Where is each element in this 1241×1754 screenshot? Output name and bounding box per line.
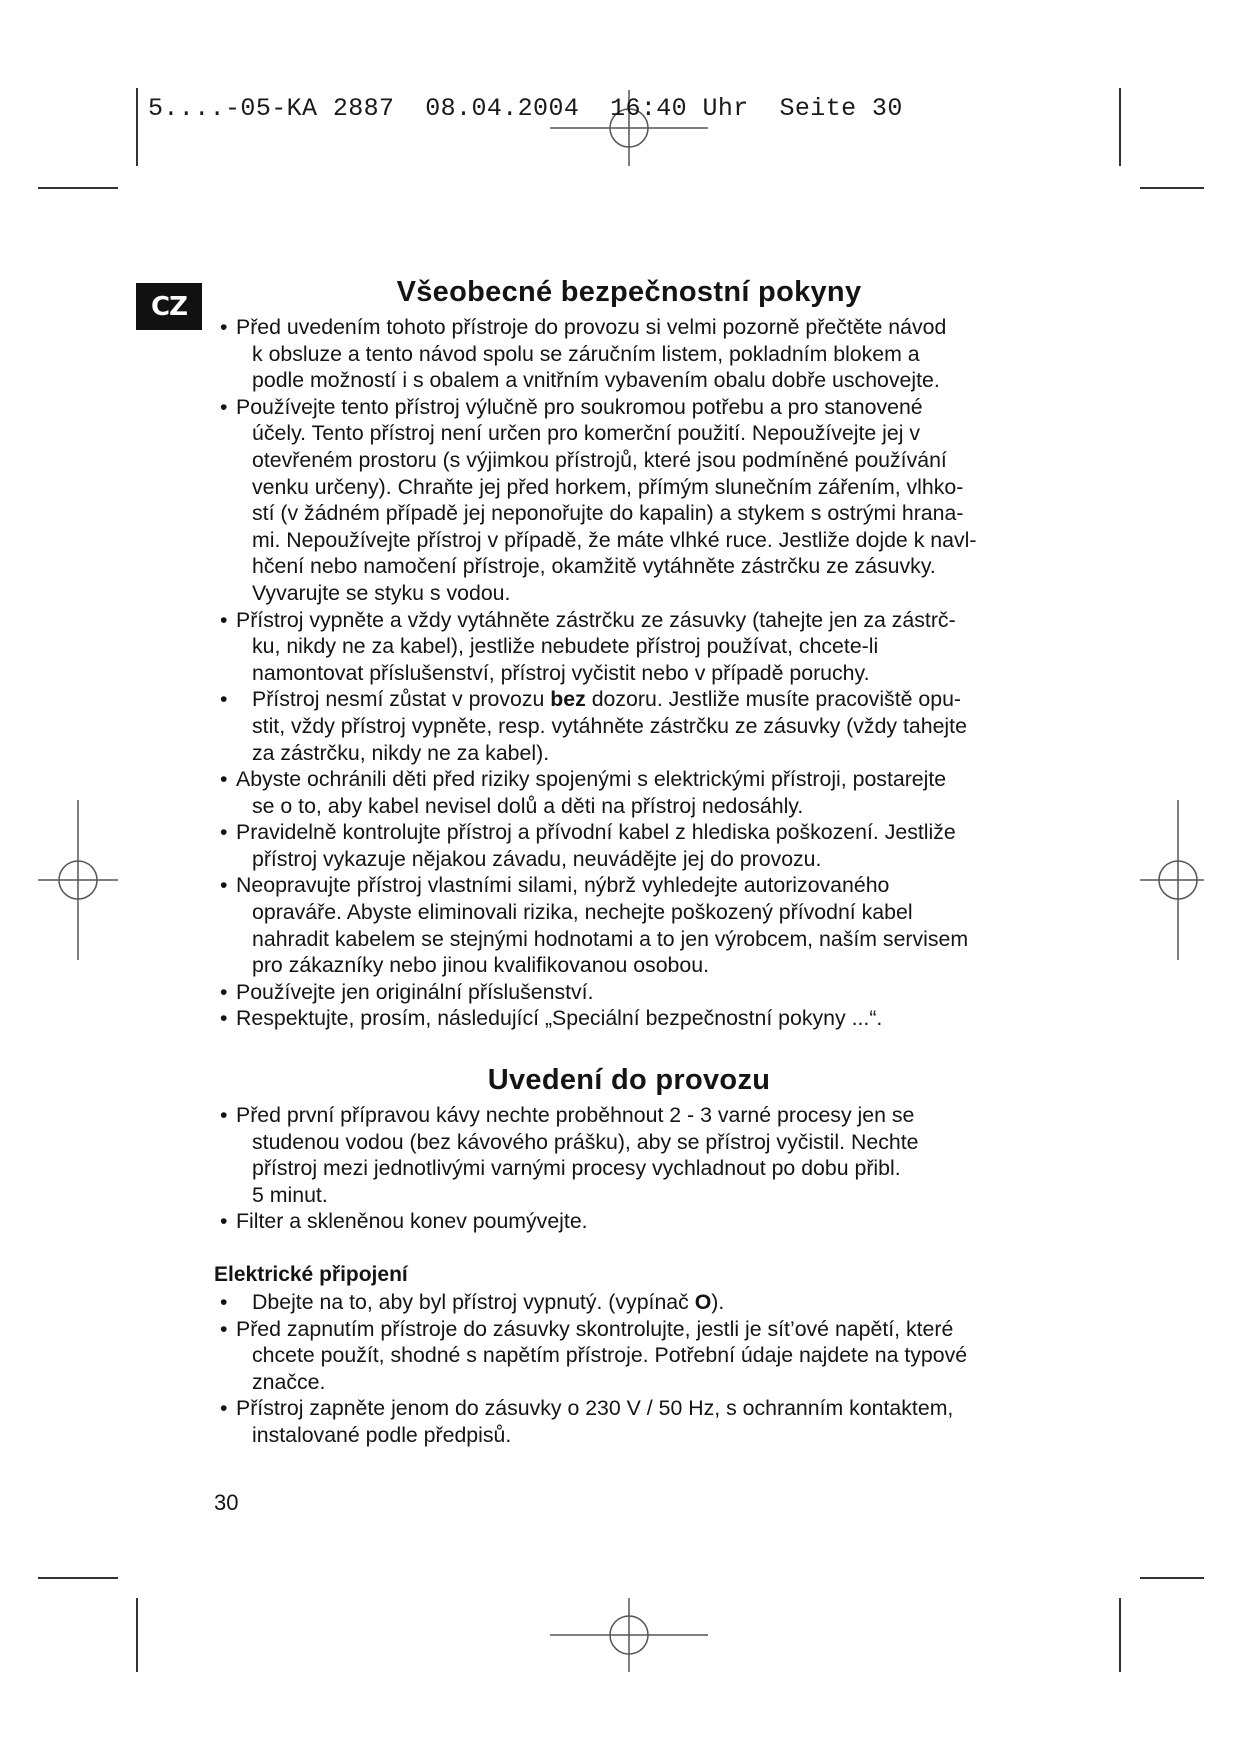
text-line: chcete použít, shodné s napětím přístroje. Potřební údaje najdete na typové: [252, 1343, 968, 1368]
list-item: [214, 872, 1044, 978]
text-line: podle možností i s obalem a vnitřním vybavením obalu dobře uschovejte.: [252, 368, 940, 393]
text-line: Abyste ochránili děti před riziky spojenými s elektrickými přístroji, postarejte: [236, 767, 947, 792]
text-line: 5 minut.: [252, 1182, 328, 1207]
page-number: 30: [214, 1490, 239, 1515]
registration-mark-right: [1140, 800, 1204, 960]
text-line: se o to, aby kabel nevisel dolů a děti na přístroj nedosáhly.: [252, 793, 804, 818]
bullet-icon: •: [220, 394, 228, 419]
bullet-icon: •: [220, 607, 228, 632]
text-line: Používejte jen originální příslušenství.: [236, 979, 594, 1004]
text-line: Přístroj vypněte a vždy vytáhněte zástrčku ze zásuvky (tahejte jen za zástrč-: [236, 607, 956, 632]
text-line: účely. Tento přístroj není určen pro komerční použití. Nepoužívejte jej v: [252, 421, 921, 446]
bullet-icon: •: [220, 767, 228, 792]
section-title-operation: Uvedení do provozu: [487, 1064, 771, 1097]
operation-list: [214, 1102, 1044, 1235]
text-line: Vyvarujte se styku s vodou.: [252, 580, 511, 605]
bullet-icon: •: [220, 1396, 228, 1421]
safety-list: [214, 314, 1044, 1032]
list-item: [214, 394, 1044, 607]
list-item: [214, 1005, 1044, 1032]
bullet-icon: •: [220, 315, 228, 339]
bold-text: bez: [550, 687, 586, 712]
text-line: Používejte tento přístroj výlučně pro soukromou potřebu a pro stanovené: [236, 394, 923, 419]
list-item: [214, 1316, 1044, 1396]
text-line: přístroj mezi jednotlivými varnými procesy vychladnout po dobu přibl.: [252, 1156, 901, 1181]
bullet-icon: •: [220, 1006, 228, 1031]
text-line: Před zapnutím přístroje do zásuvky skontrolujte, jestli je sít’ové napětí, které: [236, 1316, 954, 1341]
text-line: mi. Nepoužívejte přístroj v případě, že máte vlhké ruce. Jestliže dojde k navl-: [252, 527, 977, 552]
list-item: [214, 819, 1044, 872]
electric-list: [214, 1289, 1044, 1449]
text-line: Před uvedením tohoto přístroje do provozu si velmi pozorně přečtěte návod: [236, 315, 947, 339]
bullet-icon: •: [220, 1209, 228, 1234]
list-item: [214, 766, 1044, 819]
text-line: Neopravujte přístroj vlastními silami, nýbrž vyhledejte autorizovaného: [236, 873, 890, 898]
text-segment: dozoru. Jestliže musíte pracoviště opu-: [585, 687, 962, 712]
page-content: [214, 272, 1044, 1449]
text-line: [252, 1289, 1044, 1316]
language-tab: CZ: [136, 283, 202, 330]
text-line: otevřeném prostoru (s výjimkou přístrojů, které jsou podmíněné používání: [252, 447, 947, 472]
bullet-icon: •: [220, 873, 228, 898]
list-item: [214, 1102, 1044, 1208]
text-segment: Dbejte na to, aby byl přístroj vypnutý. (vypínač: [252, 1290, 695, 1314]
text-segment: Přístroj nesmí zůstat v provozu: [252, 687, 551, 712]
list-item: [214, 686, 1044, 766]
registration-mark-left: [38, 800, 118, 960]
list-item: [214, 607, 1044, 687]
section-title-safety: Všeobecné bezpečnostní pokyny: [396, 276, 862, 308]
text-line: Filter a skleněnou konev poumývejte.: [236, 1209, 588, 1234]
text-line: [252, 686, 1044, 713]
print-slug: 5....-05-KA 2887 08.04.2004 16:40 Uhr Seite 30: [148, 94, 903, 123]
text-line: pro zákazníky nebo jinou kvalifikovanou osobou.: [252, 953, 709, 978]
text-line: Pravidelně kontrolujte přístroj a přívodní kabel z hlediska poškození. Jestliže: [236, 820, 956, 845]
list-item: [214, 979, 1044, 1006]
text-line: instalované podle předpisů.: [252, 1422, 512, 1447]
text-line: Přístroj zapněte jenom do zásuvky o 230 V / 50 Hz, s ochranním kontaktem,: [236, 1396, 954, 1421]
text-line: hčení nebo namočení přístroje, okamžitě vytáhněte zástrčku ze zásuvky.: [252, 554, 936, 579]
text-line: stit, vždy přístroj vypněte, resp. vytáhněte zástrčku ze zásuvky (vždy tahejte: [252, 713, 967, 738]
text-line: ku, nikdy ne za kabel), jestliže nebudete přístroj používat, chcete-li: [252, 634, 879, 659]
list-item: [214, 1208, 1044, 1235]
text-segment: ).: [711, 1290, 725, 1314]
text-line: Před první přípravou kávy nechte proběhnout 2 - 3 varné procesy jen se: [236, 1103, 915, 1128]
bullet-icon: •: [220, 1103, 228, 1128]
registration-mark-bottom: [550, 1598, 708, 1672]
bullet-icon: •: [220, 1290, 228, 1314]
bullet-icon: •: [220, 979, 228, 1004]
bullet-icon: •: [220, 687, 228, 712]
bold-text: O: [694, 1290, 712, 1314]
text-line: přístroj vykazuje nějakou závadu, neuvádějte jej do provozu.: [252, 846, 822, 871]
text-line: za zástrčku, nikdy ne za kabel).: [252, 740, 550, 765]
text-line: venku určeny). Chraňte jej před horkem, přímým slunečním zářením, vlhko-: [252, 474, 964, 499]
text-line: značce.: [252, 1369, 326, 1394]
subsection-title-electric: Elektrické připojení: [214, 1263, 408, 1286]
bullet-icon: •: [220, 1316, 228, 1341]
text-line: k obsluze a tento návod spolu se záručním listem, pokladním blokem a: [252, 341, 920, 366]
text-line: studenou vodou (bez kávového prášku), aby se přístroj vyčistil. Nechte: [252, 1129, 919, 1154]
list-item: [214, 1395, 1044, 1448]
list-item: [214, 1289, 1044, 1316]
list-item: [214, 314, 1044, 394]
bullet-icon: •: [220, 820, 228, 845]
text-line: nahradit kabelem se stejnými hodnotami a to jen výrobcem, naším servisem: [252, 926, 969, 951]
text-line: opraváře. Abyste eliminovali rizika, nechejte poškozený přívodní kabel: [252, 900, 913, 925]
text-line: Respektujte, prosím, následující „Speciální bezpečnostní pokyny ...“.: [236, 1006, 883, 1031]
text-line: stí (v žádném případě jej neponořujte do kapalin) a stykem s ostrými hrana-: [252, 501, 964, 526]
text-line: namontovat příslušenství, přístroj vyčistit nebo v případě poruchy.: [252, 660, 870, 685]
